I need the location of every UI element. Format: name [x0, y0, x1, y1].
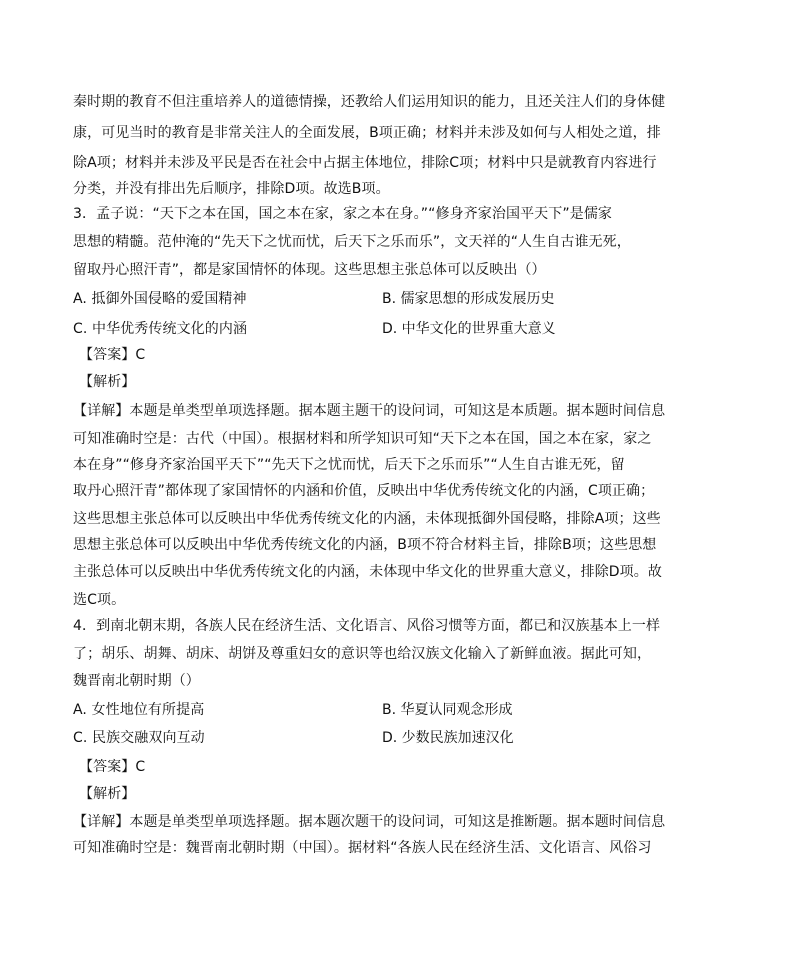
paragraph-line: 分类，并没有排出先后顺序，排除D项。故选B项。	[73, 181, 390, 197]
question-4-analysis-label: 【解析】	[79, 786, 136, 802]
paragraph-line: 康，可见当时的教育是非常关注人的全面发展，B项正确；材料并未涉及如何与人相处之道，排	[73, 125, 661, 141]
question-3-detail: 可知准确时空是：古代（中国）。根据材料和所学知识可知“天下之本在国，国之本在家，家之	[73, 431, 652, 447]
question-4-answer: 【答案】C	[79, 759, 146, 775]
question-3-detail: 选C项。	[73, 592, 126, 608]
question-3-stem: 3．孟子说：“天下之本在国，国之本在家，家之本在身。”“修身齐家治国平天下”是儒家	[73, 206, 613, 222]
question-4-stem: 4．到南北朝末期，各族人民在经济生活、文化语言、风俗习惯等方面，都已和汉族基本上一样	[73, 618, 661, 634]
question-3-detail: 【详解】本题是单类型单项选择题。据本题主题干的设问词，可知这是本质题。据本题时间信息	[73, 403, 666, 419]
question-3-detail: 思想主张总体可以反映出中华优秀传统文化的内涵，B项不符合材料主旨，排除B项；这些思想	[73, 537, 657, 553]
question-3-detail: 本在身”“修身齐家治国平天下”“先天下之忧而忧，后天下之乐而乐”“人生自古谁无死，留	[73, 457, 625, 473]
question-3-option-c: C. 中华优秀传统文化的内涵	[73, 321, 248, 337]
question-4-detail: 可知准确时空是：魏晋南北朝时期（中国）。据材料“各族人民在经济生活、文化语言、风俗习	[73, 840, 652, 856]
question-4-option-a: A. 女性地位有所提高	[73, 702, 205, 718]
paragraph-line: 秦时期的教育不但注重培养人的道德情操，还教给人们运用知识的能力，且还关注人们的身体健	[73, 94, 666, 110]
question-3-stem: 思想的精髓。范仲淹的“先天下之忧而忧，后天下之乐而乐”，文天祥的“人生自古谁无死，	[73, 234, 631, 250]
question-4-option-b: B. 华夏认同观念形成	[382, 702, 513, 718]
question-3-stem: 留取丹心照汗青”，都是家国情怀的体现。这些思想主张总体可以反映出（）	[73, 262, 546, 278]
question-3-option-b: B. 儒家思想的形成发展历史	[382, 291, 555, 307]
question-4-option-c: C. 民族交融双向互动	[73, 730, 205, 746]
question-3-analysis-label: 【解析】	[79, 374, 136, 390]
question-3-option-a: A. 抵御外国侵略的爱国精神	[73, 291, 247, 307]
question-3-option-d: D. 中华文化的世界重大意义	[382, 321, 556, 337]
question-3-answer: 【答案】C	[79, 347, 146, 363]
question-4-stem: 了；胡乐、胡舞、胡床、胡饼及尊重妇女的意识等也给汉族文化输入了新鲜血液。据此可知，	[73, 646, 652, 662]
question-3-detail: 取丹心照汗青”都体现了家国情怀的内涵和价值，反映出中华优秀传统文化的内涵，C项正确；	[73, 483, 655, 499]
question-3-detail: 主张总体可以反映出中华优秀传统文化的内涵，未体现中华文化的世界重大意义，排除D项。故	[73, 564, 662, 580]
question-4-option-d: D. 少数民族加速汉化	[382, 730, 514, 746]
paragraph-line: 除A项；材料并未涉及平民是否在社会中占据主体地位，排除C项；材料中只是就教育内容进行	[73, 155, 657, 171]
question-4-stem: 魏晋南北朝时期（）	[73, 673, 200, 689]
question-4-detail: 【详解】本题是单类型单项选择题。据本题次题干的设问词，可知这是推断题。据本题时间信息	[73, 814, 666, 830]
question-3-detail: 这些思想主张总体可以反映出中华优秀传统文化的内涵，未体现抵御外国侵略，排除A项；这些	[73, 511, 661, 527]
